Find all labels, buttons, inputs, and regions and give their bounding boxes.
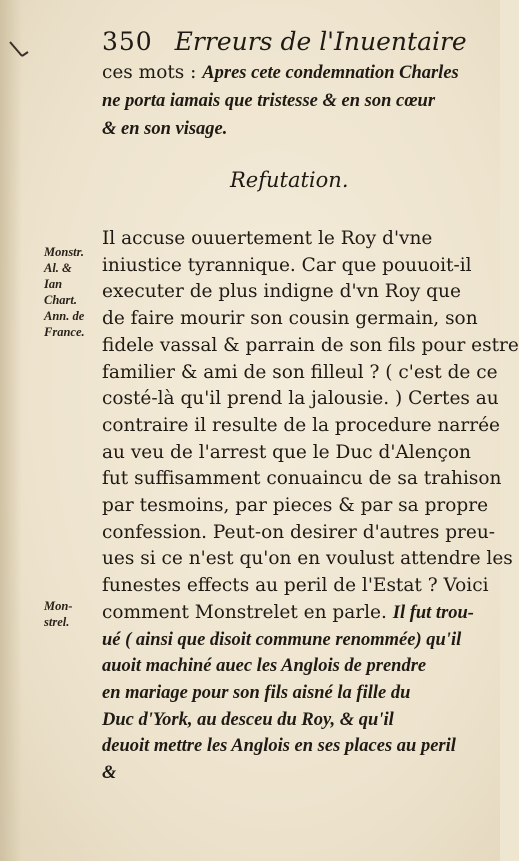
body-line (102, 358, 498, 388)
roman-text: ces mots : (102, 62, 203, 83)
margin-note-line: Ian (44, 277, 63, 291)
body-line (102, 705, 474, 735)
body-line (102, 651, 474, 681)
body-line (102, 251, 474, 281)
roman-text: ues si ce n'est qu'on en voulust attendre les (102, 548, 513, 570)
body-line (102, 491, 489, 521)
roman-text: fidele vassal & parrain de son fils pour estre (102, 334, 519, 356)
italic-quote-text: deuoit mettre les Anglois en ses places au peril (102, 736, 456, 757)
roman-text: Il accuse ouuertement le Roy d'vne (102, 228, 433, 249)
roman-text: comment Monstrelet en parle. (102, 601, 393, 623)
body-line (102, 625, 474, 655)
roman-text: fut suffisamment conuaincu de sa trahison (102, 468, 502, 490)
quote-line (102, 114, 474, 144)
section-heading: Refutation. (230, 168, 349, 192)
margin-note-line: France. (44, 325, 85, 339)
body-line (102, 411, 500, 441)
body-line (102, 731, 474, 761)
page-corner-mark (8, 40, 32, 64)
roman-text: au veu de l'arrest que le Duc d'Alençon (102, 441, 471, 463)
roman-text: iniustice tyrannique. Car que pouuoit-il (102, 254, 472, 276)
quote-line (102, 86, 474, 116)
roman-text: de faire mourir son cousin germain, son (102, 308, 478, 330)
roman-text: confession. Peut-on desirer d'autres preu- (102, 521, 496, 543)
body-line (102, 464, 502, 494)
body-line (102, 571, 489, 601)
italic-quote-text: auoit machiné auec les Anglois de prendre (102, 656, 427, 677)
quote-line (102, 58, 474, 88)
italic-quote-text: Duc d'York, au desceu du Roy, & qu'il (102, 709, 394, 730)
italic-quote-text: en mariage pour son fils aisné la fille du (102, 682, 411, 703)
body-line (102, 598, 474, 628)
body-line (102, 384, 499, 414)
body-line (102, 277, 474, 307)
roman-text: contraire il resulte de la procedure narrée (102, 414, 500, 436)
italic-quote-text: ne porta iamais que tristesse & en son cœur (102, 91, 436, 111)
body-line (102, 758, 474, 788)
page-number: 350 (102, 27, 153, 56)
margin-note-line: Ann. de (44, 309, 85, 323)
roman-text: executer de plus indigne d'vn Roy que (102, 281, 461, 303)
page-gutter-shadow (0, 0, 22, 861)
body-line (102, 544, 513, 574)
italic-quote-text: Apres cete condemnation Charles (202, 63, 459, 83)
roman-text: funestes effects au peril de l'Estat ? Voici (102, 575, 489, 597)
italic-quote-text: Il fut trou- (392, 602, 474, 623)
margin-note-line: Monstr. (44, 245, 84, 259)
italic-quote-text: & en son visage. (102, 119, 228, 139)
italic-quote-text: ué ( ainsi que disoit commune renommée) qu'il (102, 629, 462, 650)
roman-text: par tesmoins, par pieces & par sa propre (102, 495, 489, 516)
body-line (102, 678, 474, 708)
margin-note-line: strel. (44, 615, 70, 629)
margin-note-sources (44, 244, 102, 340)
running-header (102, 22, 492, 62)
running-title: Erreurs de l'Inuentaire (174, 27, 467, 56)
margin-note-line: Al. & (44, 261, 72, 275)
body-line (102, 304, 478, 334)
margin-note-line: Mon- (44, 599, 73, 613)
body-line (102, 224, 474, 254)
roman-text: familier & ami de son filleul ? ( c'est de ce (102, 361, 498, 383)
body-line (102, 518, 496, 548)
margin-note-monstrelet (44, 598, 102, 630)
body-line (102, 331, 519, 361)
italic-quote-text: & (102, 763, 117, 783)
roman-text: costé-là qu'il prend la jalousie. ) Certes au (102, 388, 499, 410)
margin-note-line: Chart. (44, 293, 78, 307)
body-line (102, 438, 474, 468)
